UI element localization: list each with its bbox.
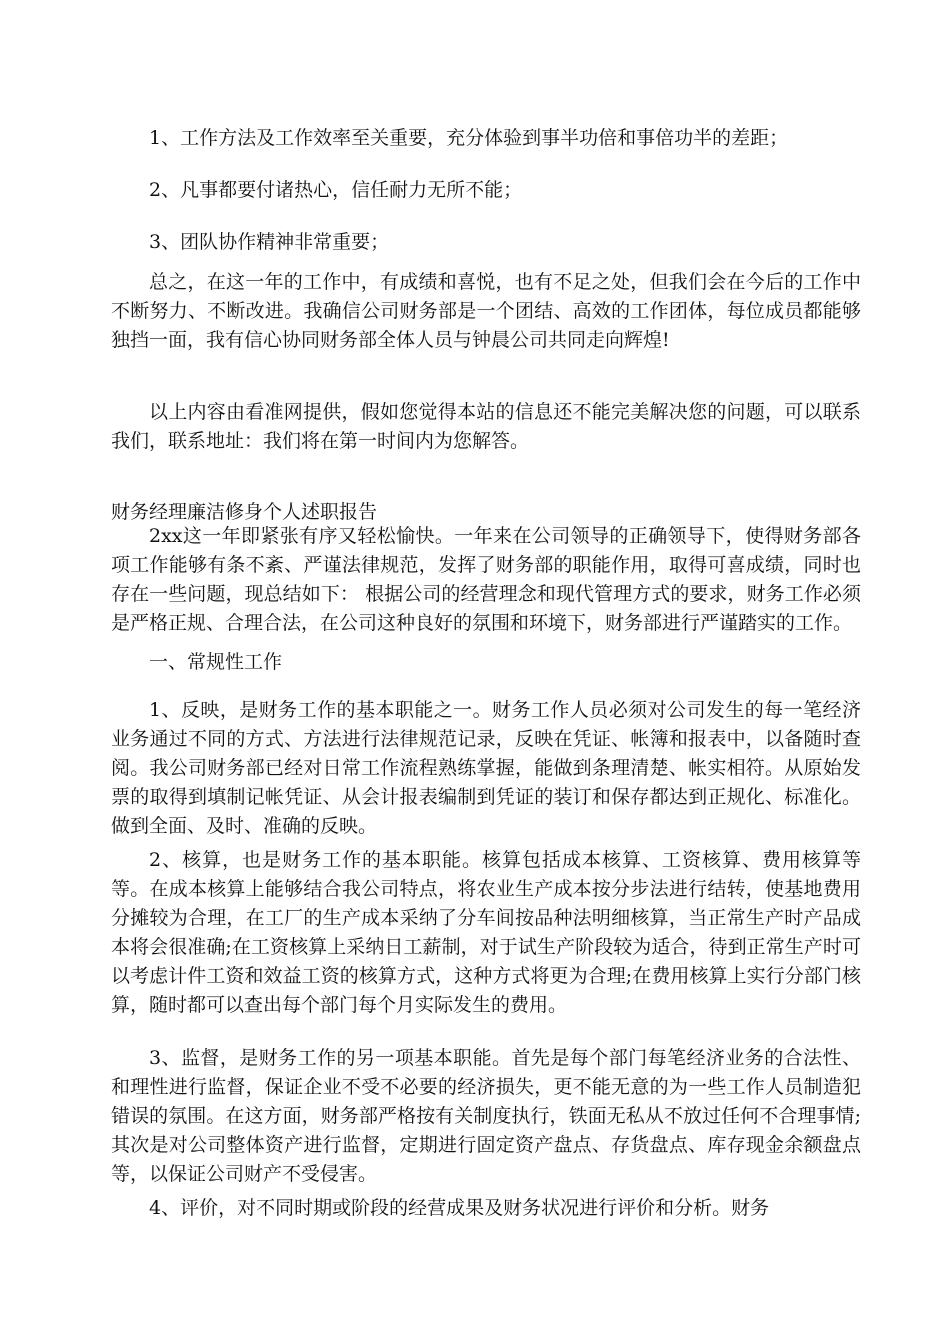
report-title: 财务经理廉洁修身个人述职报告 — [111, 501, 378, 523]
summary-point-2: 2、凡事都要付诸热心，信任耐力无所不能； — [149, 179, 523, 201]
item-reflect-paragraph: 1、反映，是财务工作的基本职能之一。财务工作人员必须对公司发生的每一笔经济业务通过不同的方式、方法进行法律规范记录，反映在凭证、帐簿和报表中，以备随时查阅。我公司财务部已经对日常工作流程熟练掌握，能做到条理清楚、帐实相符。从原始发票的取得到填制记帐凭证、从会计报表编制到凭证的装订和保存都达到正规化、标准化。做到全面、及时、准确的反映。 — [111, 699, 861, 837]
report-intro-paragraph: 2xx这一年即紧张有序又轻松愉快。一年来在公司领导的正确领导下，使得财务部各项工作能够有条不紊、严谨法律规范，发挥了财务部的职能作用，取得可喜成绩，同时也存在一些问题，现总结如下： 根据公司的经营理念和现代管理方式的要求，财务工作必须是严格正规、合理合法，在公司这种良好的氛围和环境下，财务部进行严谨踏实的工作。 — [111, 525, 861, 634]
summary-point-3: 3、团队协作精神非常重要； — [149, 231, 390, 253]
conclusion-paragraph: 总之，在这一年的工作中，有成绩和喜悦，也有不足之处，但我们会在今后的工作中不断努力、不断改进。我确信公司财务部是一个团结、高效的工作团体，每位成员都能够独挡一面，我有信心协同财务部全体人员与钟晨公司共同走向辉煌! — [111, 271, 861, 351]
item-supervision-paragraph: 3、监督，是财务工作的另一项基本职能。首先是每个部门每笔经济业务的合法性、和理性进行监督，保证企业不受不必要的经济损失，更不能无意的为一些工作人员制造犯错误的氛围。在这方面，财务部严格按有关制度执行，铁面无私从不放过任何不合理事情;其次是对公司整体资产进行监督，定期进行固定资产盘点、存货盘点、库存现金余额盘点等，以保证公司财产不受侵害。 — [111, 1047, 861, 1185]
source-note-paragraph: 以上内容由看准网提供，假如您觉得本站的信息还不能完美解决您的问题，可以联系我们，联系地址：我们将在第一时间内为您解答。 — [111, 401, 861, 452]
section-heading: 一、常规性工作 — [149, 651, 283, 673]
item-evaluation-paragraph: 4、评价，对不同时期或阶段的经营成果及财务状况进行评价和分析。财务 — [149, 1197, 770, 1219]
item-accounting-paragraph: 2、核算，也是财务工作的基本职能。核算包括成本核算、工资核算、费用核算等等。在成本核算上能够结合我公司特点，将农业生产成本按分步法进行结转，使基地费用分摊较为合理，在工厂的生产成本采纳了分车间按品种法明细核算，当正常生产时产品成本将会很准确;在工资核算上采纳日工薪制，对于试生产阶段较为适合，待到正常生产时可以考虑计件工资和效益工资的核算方式，这种方式将更为合理;在费用核算上实行分部门核算，随时都可以查出每个部门每个月实际发生的费用。 — [111, 849, 861, 1016]
summary-point-1: 1、工作方法及工作效率至关重要，充分体验到事半功倍和事倍功半的差距； — [149, 127, 789, 149]
